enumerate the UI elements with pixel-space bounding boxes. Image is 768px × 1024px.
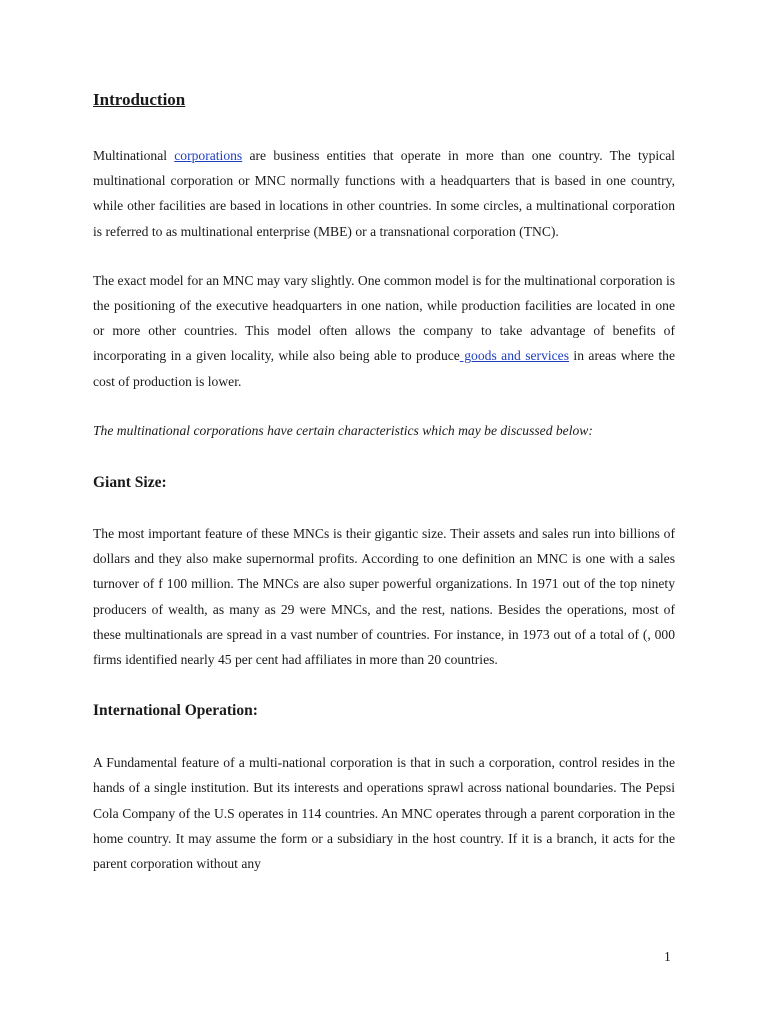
goods-and-services-link[interactable]: goods and services bbox=[459, 348, 569, 364]
paragraph-giant-size: The most important feature of these MNCs is their gigantic size. Their assets and sales run into billions of dollars and they also make supernormal profits. According to one definition an MNC is one with a sales turnover of f 100 million. The MNCs are also super powerful organizations. In 1971 out of the top ninety producers of wealth, as many as 29 were MNCs, and the rest, nations. Besides the operations, most of these multinationals are spread in a vast number of countries. For instance, in 1973 out of a total of (, 000 firms identified nearly 45 per cent had affiliates in more than 20 countries. bbox=[93, 526, 675, 668]
paragraph-international-operation: A Fundamental feature of a multi-national corporation is that in such a corporation, control resides in the hands of a single institution. But its interests and operations sprawl across national boundaries. The Pepsi Cola Company of the U.S operates in 114 countries. An MNC operates through a parent corporation in the home country. It may assume the form or a subsidiary in the host country. If it is a branch, it acts for the parent corporation without any bbox=[93, 755, 675, 872]
paragraph-model bbox=[93, 268, 675, 394]
corporations-link[interactable]: corporations bbox=[174, 148, 243, 163]
paragraph-introduction bbox=[93, 143, 675, 244]
paragraph-text: The exact model for an MNC may vary slightly. One common model is for the multinational corporation is the positioning of the executive headquarters in one nation, while production facilities are located in one or more other countries. This model often allows the company to take advantage of benefits of incorporating in a given locality, while also being able to produce bbox=[93, 272, 676, 364]
heading-international-operation: International Operation: bbox=[93, 702, 258, 720]
paragraph-text: in areas where the cost of production is lower. bbox=[93, 348, 675, 389]
document-body bbox=[93, 86, 675, 876]
page-title: Introduction bbox=[93, 90, 186, 109]
page-number: 1 bbox=[664, 949, 671, 964]
paragraph-text: Multinational bbox=[93, 148, 175, 163]
paragraph-text: are business entities that operate in more than one country. The typical multinational corporation or MNC normally functions with a headquarters that is based in one country, while other facilities are based in locations in other countries. In some circles, a multinational corporation is referred to as multinational enterprise (MBE) or a transnational corporation (TNC). bbox=[93, 148, 676, 239]
characteristics-intro: The multinational corporations have certain characteristics which may be discussed below: bbox=[93, 422, 593, 438]
heading-giant-size: Giant Size: bbox=[93, 474, 167, 492]
